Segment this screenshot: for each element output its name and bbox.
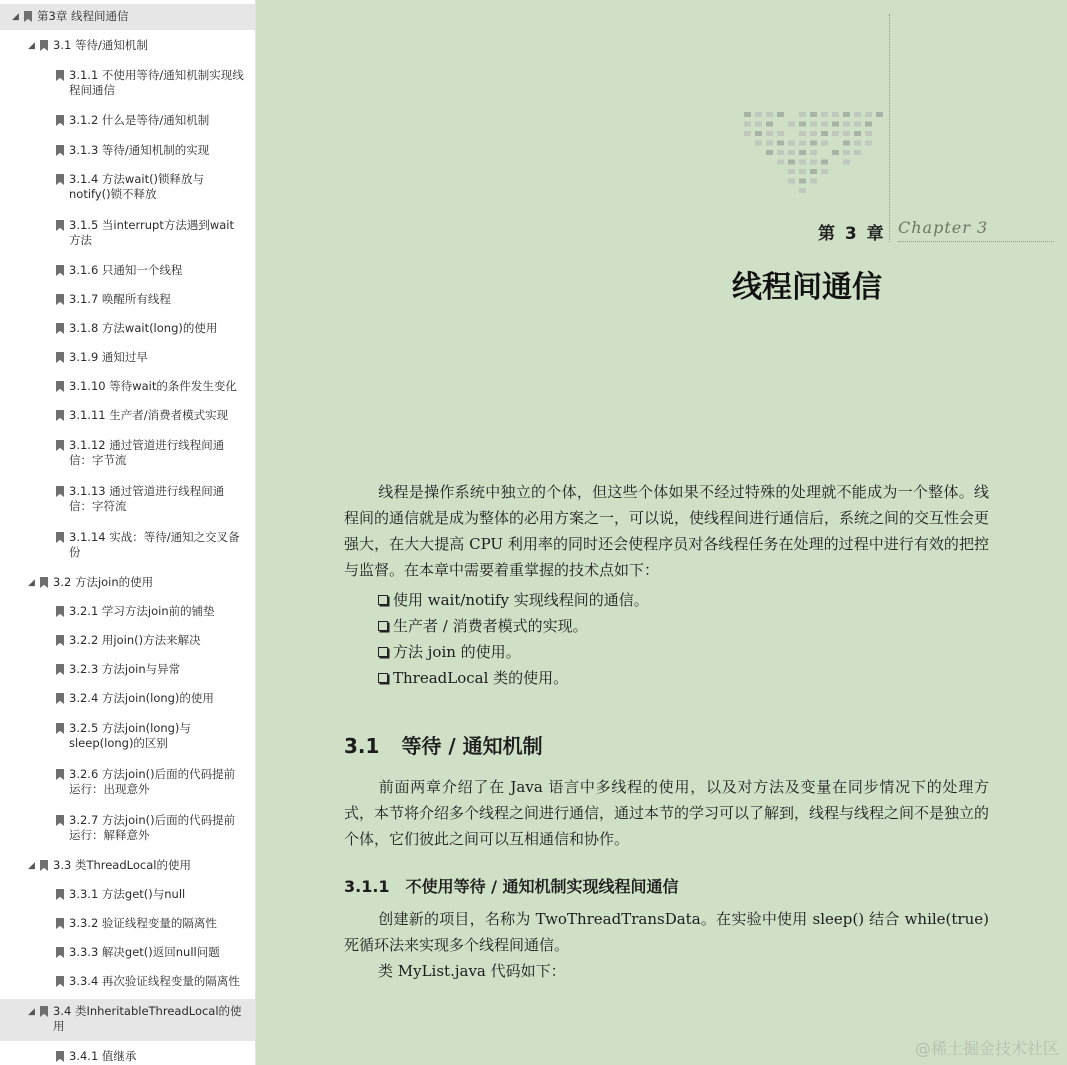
pixel-block <box>810 160 817 165</box>
pixel-block <box>744 112 751 117</box>
toc-item[interactable] <box>0 108 256 134</box>
chapter-script-label: Chapter 3 <box>898 218 989 237</box>
pixel-block <box>755 112 762 117</box>
bookmark-icon <box>40 577 48 588</box>
toc-item-label: 3.2.5 方法join(long)与sleep(long)的区别 <box>69 721 191 750</box>
pixel-block <box>865 131 872 136</box>
pixel-block <box>777 150 784 155</box>
toc-item[interactable] <box>0 287 256 313</box>
pixel-block <box>777 112 784 117</box>
key-points-list <box>378 587 649 691</box>
bookmark-icon <box>56 265 64 276</box>
toc-item-label: 3.3 类ThreadLocal的使用 <box>53 858 191 872</box>
toc-item-label: 3.1 等待/通知机制 <box>53 38 148 52</box>
toc-item[interactable] <box>0 969 256 995</box>
toc-item-label: 3.2.4 方法join(long)的使用 <box>69 691 214 705</box>
toc-item-label: 3.3.1 方法get()与null <box>69 887 186 901</box>
toc-item[interactable] <box>0 403 256 429</box>
pixel-block <box>876 112 883 117</box>
pixel-block <box>788 150 795 155</box>
pixel-block <box>755 131 762 136</box>
pixel-block <box>865 122 872 127</box>
toc-item-label: 3.1.12 通过管道进行线程间通信：字节流 <box>69 438 225 467</box>
bookmark-icon <box>56 664 64 675</box>
toc-item-label: 3.2.3 方法join与异常 <box>69 662 181 676</box>
toc-item-label: 3.1.10 等待wait的条件发生变化 <box>69 379 237 393</box>
pixel-block <box>843 141 850 146</box>
pixel-block <box>777 131 784 136</box>
pixel-block <box>832 112 839 117</box>
checkbox-bullet-icon <box>378 595 388 605</box>
toc-item[interactable] <box>0 433 256 475</box>
list-item: ThreadLocal 类的使用。 <box>378 665 649 691</box>
pixel-block <box>810 169 817 174</box>
checkbox-bullet-icon <box>378 673 388 683</box>
toc-item[interactable] <box>0 258 256 284</box>
pixel-block <box>755 141 762 146</box>
bookmark-icon <box>56 145 64 156</box>
expand-arrow-icon[interactable]: ◢ <box>12 12 19 22</box>
toc-item-label: 3.1.6 只通知一个线程 <box>69 263 183 277</box>
bookmark-icon <box>56 174 64 185</box>
pixel-block <box>821 160 828 165</box>
list-item: 使用 wait/notify 实现线程间的通信。 <box>378 587 649 613</box>
pixel-motif-decoration <box>742 110 892 200</box>
bookmark-icon <box>56 440 64 451</box>
toc-item-label: 3.1.13 通过管道进行线程间通信：字符流 <box>69 484 225 513</box>
toc-item-label: 3.3.2 验证线程变量的隔离性 <box>69 916 217 930</box>
toc-item-label: 3.2 方法join的使用 <box>53 575 154 589</box>
toc-item[interactable] <box>0 167 256 209</box>
pixel-block <box>777 141 784 146</box>
bookmark-icon <box>56 381 64 392</box>
pixel-block <box>810 150 817 155</box>
pixel-block <box>799 122 806 127</box>
document-page <box>256 0 1067 1065</box>
pixel-block <box>843 160 850 165</box>
pixel-block <box>843 150 850 155</box>
pixel-block <box>810 122 817 127</box>
toc-item-label: 3.1.14 实战：等待/通知之交叉备份 <box>69 530 240 559</box>
pixel-block <box>843 112 850 117</box>
expand-arrow-icon[interactable]: ◢ <box>28 861 35 871</box>
bookmark-icon <box>56 115 64 126</box>
pixel-block <box>755 122 762 127</box>
toc-item-label: 3.1.1 不使用等待/通知机制实现线程间通信 <box>69 68 244 97</box>
toc-item[interactable] <box>0 853 256 879</box>
pixel-block <box>865 112 872 117</box>
chapter-label: 第 3 章 <box>818 224 886 244</box>
subsection-heading: 3.1.1 不使用等待 / 通知机制实现线程间通信 <box>344 877 679 896</box>
pixel-block <box>799 160 806 165</box>
bookmark-icon <box>56 635 64 646</box>
pixel-block <box>854 122 861 127</box>
bookmark-icon <box>56 352 64 363</box>
toc-item-label: 3.3.3 解决get()返回null问题 <box>69 945 220 959</box>
pixel-block <box>821 122 828 127</box>
bookmark-icon <box>40 860 48 871</box>
toc-item[interactable] <box>0 525 256 567</box>
watermark: @稀土掘金技术社区 <box>914 1039 1059 1058</box>
toc-item-label: 3.1.7 唤醒所有线程 <box>69 292 171 306</box>
pixel-block <box>854 141 861 146</box>
pixel-block <box>777 160 784 165</box>
pixel-block <box>832 131 839 136</box>
pixel-block <box>865 141 872 146</box>
toc-item[interactable] <box>0 686 256 712</box>
bookmark-icon <box>24 11 32 22</box>
toc-item-label: 3.2.6 方法join()后面的代码提前运行：出现意外 <box>69 767 236 796</box>
pixel-block <box>799 141 806 146</box>
expand-arrow-icon[interactable]: ◢ <box>28 41 35 51</box>
expand-arrow-icon[interactable]: ◢ <box>28 578 35 588</box>
pixel-block <box>799 188 806 193</box>
pixel-block <box>766 122 773 127</box>
toc-item-label: 3.3.4 再次验证线程变量的隔离性 <box>69 974 240 988</box>
toc-item[interactable] <box>0 4 256 30</box>
toc-item[interactable] <box>0 716 256 758</box>
toc-item-label: 3.4.1 值继承 <box>69 1049 137 1063</box>
toc-item[interactable] <box>0 999 256 1041</box>
toc-item-label: 3.1.11 生产者/消费者模式实现 <box>69 408 229 422</box>
section-paragraph: 类 MyList.java 代码如下： <box>378 962 566 980</box>
pixel-block <box>766 150 773 155</box>
pixel-block <box>799 169 806 174</box>
toc-item[interactable] <box>0 911 256 937</box>
toc-item-label: 3.1.9 通知过早 <box>69 350 148 364</box>
bookmark-icon <box>56 769 64 780</box>
pixel-block <box>821 141 828 146</box>
pixel-block <box>843 131 850 136</box>
bookmark-icon <box>56 606 64 617</box>
toc-item[interactable] <box>0 316 256 342</box>
pixel-block <box>744 131 751 136</box>
decorative-dotted-line <box>898 241 1054 242</box>
bookmark-icon <box>56 1051 64 1062</box>
pixel-block <box>799 179 806 184</box>
toc-item-label: 3.2.2 用join()方法来解决 <box>69 633 201 647</box>
pixel-block <box>766 141 773 146</box>
toc-item[interactable] <box>0 882 256 908</box>
toc-sidebar[interactable] <box>0 0 256 1065</box>
pixel-block <box>799 131 806 136</box>
toc-item[interactable] <box>0 213 256 255</box>
toc-item-label: 第3章 线程间通信 <box>37 9 129 23</box>
pixel-block <box>744 122 751 127</box>
toc-item[interactable] <box>0 808 256 850</box>
bookmark-icon <box>56 486 64 497</box>
toc-item[interactable] <box>0 628 256 654</box>
bookmark-icon <box>40 40 48 51</box>
toc-item-label: 3.2.1 学习方法join前的铺垫 <box>69 604 215 618</box>
pixel-block <box>788 141 795 146</box>
checkbox-bullet-icon <box>378 647 388 657</box>
toc-item-label: 3.4 类InheritableThreadLocal的使用 <box>53 1004 242 1033</box>
pixel-block <box>788 179 795 184</box>
toc-item-label: 3.1.5 当interrupt方法遇到wait方法 <box>69 218 234 247</box>
toc-item-label: 3.1.3 等待/通知机制的实现 <box>69 143 210 157</box>
section-paragraph: 前面两章介绍了在 Java 语言中多线程的使用，以及对方法及变量在同步情况下的处理方式，本节将介绍多个线程之间进行通信，通过本节的学习可以了解到，线程与线程之间不是独立的个体，它们彼此之间可以互相通信和协作。 <box>344 778 990 848</box>
toc-item[interactable] <box>0 33 256 59</box>
toc-item[interactable] <box>0 940 256 966</box>
bookmark-icon <box>56 889 64 900</box>
bookmark-icon <box>56 220 64 231</box>
pixel-block <box>821 112 828 117</box>
toc-item[interactable] <box>0 345 256 371</box>
bookmark-icon <box>56 693 64 704</box>
pixel-block <box>821 169 828 174</box>
toc-item[interactable] <box>0 1044 256 1065</box>
pixel-block <box>810 131 817 136</box>
pixel-block <box>854 150 861 155</box>
toc-item[interactable] <box>0 138 256 164</box>
pixel-block <box>766 112 773 117</box>
section-paragraph: 创建新的项目，名称为 TwoThreadTransData。在实验中使用 sleep() 结合 while(true) 死循环法来实现多个线程间通信。 <box>344 910 989 954</box>
bookmark-icon <box>56 410 64 421</box>
toc-item-label: 3.1.4 方法wait()锁释放与notify()锁不释放 <box>69 172 205 201</box>
bookmark-icon <box>56 294 64 305</box>
toc-item[interactable] <box>0 63 256 105</box>
bookmark-icon <box>56 976 64 987</box>
pixel-block <box>810 112 817 117</box>
bookmark-icon <box>40 1006 48 1017</box>
toc-item[interactable] <box>0 479 256 521</box>
bookmark-icon <box>56 323 64 334</box>
expand-arrow-icon[interactable]: ◢ <box>28 1007 35 1017</box>
bookmark-icon <box>56 815 64 826</box>
pixel-block <box>799 150 806 155</box>
pixel-block <box>766 131 773 136</box>
bookmark-icon <box>56 947 64 958</box>
toc-item-label: 3.1.8 方法wait(long)的使用 <box>69 321 218 335</box>
pixel-block <box>843 122 850 127</box>
bookmark-icon <box>56 70 64 81</box>
pixel-block <box>799 112 806 117</box>
pixel-block <box>810 141 817 146</box>
toc-item[interactable] <box>0 374 256 400</box>
toc-item-label: 3.1.2 什么是等待/通知机制 <box>69 113 210 127</box>
pixel-block <box>788 169 795 174</box>
pixel-block <box>810 179 817 184</box>
intro-paragraph: 线程是操作系统中独立的个体，但这些个体如果不经过特殊的处理就不能成为一个整体。线程间的通信就是成为整体的必用方案之一，可以说，使线程间进行通信后，系统之间的交互性会更强大，在大大提高 CPU 利用率的同时还会使程序员对各线程任务在处理的过程中进行有效的把控与监督。在本章中需要着重掌握的技术点如下： <box>344 483 990 579</box>
toc-item[interactable] <box>0 570 256 596</box>
pixel-block <box>832 122 839 127</box>
chapter-title: 线程间通信 <box>732 270 882 305</box>
pixel-block <box>854 112 861 117</box>
toc-item[interactable] <box>0 599 256 625</box>
bookmark-icon <box>56 918 64 929</box>
bookmark-icon <box>56 723 64 734</box>
section-heading: 3.1 等待 / 通知机制 <box>344 734 543 758</box>
toc-item[interactable] <box>0 657 256 683</box>
pixel-block <box>821 131 828 136</box>
checkbox-bullet-icon <box>378 621 388 631</box>
pixel-block <box>788 160 795 165</box>
pixel-block <box>854 131 861 136</box>
pixel-block <box>832 150 839 155</box>
toc-item-label: 3.2.7 方法join()后面的代码提前运行：解释意外 <box>69 813 236 842</box>
list-item: 生产者 / 消费者模式的实现。 <box>378 613 649 639</box>
bookmark-icon <box>56 532 64 543</box>
toc-item[interactable] <box>0 762 256 804</box>
pixel-block <box>788 122 795 127</box>
list-item: 方法 join 的使用。 <box>378 639 649 665</box>
